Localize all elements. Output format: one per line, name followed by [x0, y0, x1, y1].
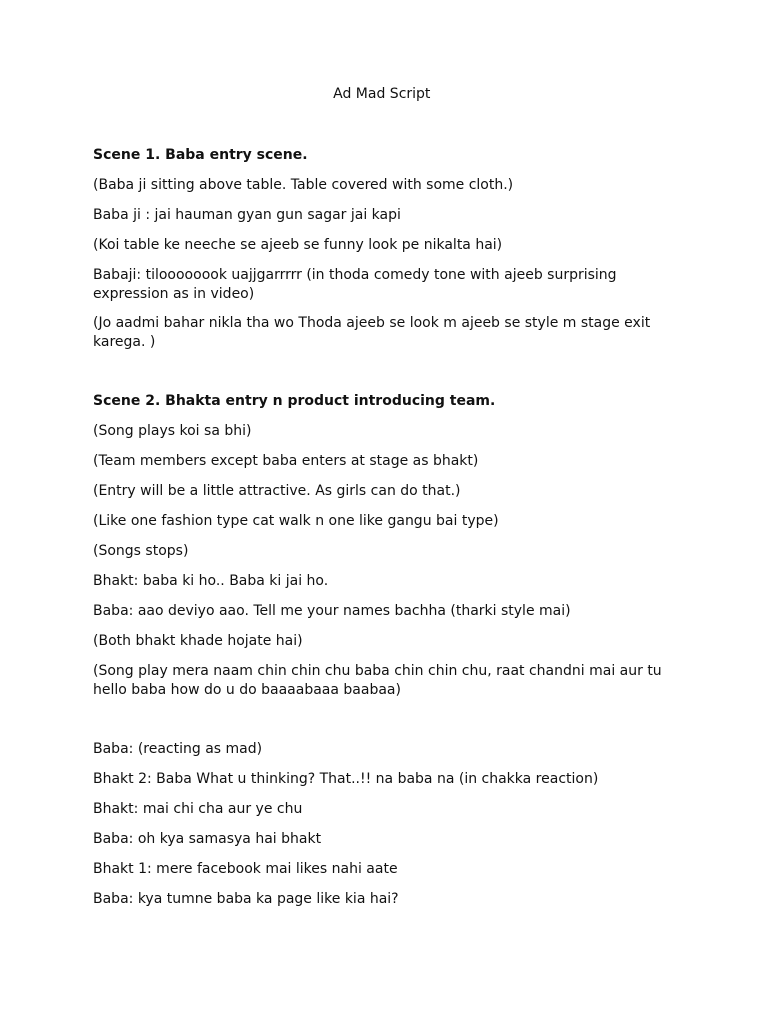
script-line: (Songs stops): [93, 543, 189, 559]
script-line: (Song play mera naam chin chin chu baba chin chin chu, raat chandni mai aur tu hello baba how do u do baaaabaaa baabaa): [93, 663, 662, 698]
document-title: [0, 86, 768, 102]
script-line: Babaji: tiloooooook uajjgarrrrr (in thoda comedy tone with ajeeb surprising expression as in video): [93, 267, 617, 302]
scene-1-heading: Scene 1. Baba entry scene.: [93, 147, 308, 163]
script-line: (Baba ji sitting above table. Table covered with some cloth.): [93, 177, 514, 193]
script-line: (Koi table ke neeche se ajeeb se funny look pe nikalta hai): [93, 237, 503, 253]
script-line: Baba: oh kya samasya hai bhakt: [93, 831, 322, 847]
script-line: Bhakt: baba ki ho.. Baba ki jai ho.: [93, 573, 329, 589]
script-line: (Entry will be a little attractive. As girls can do that.): [93, 483, 461, 499]
scene-2-heading: Scene 2. Bhakta entry n product introducing team.: [93, 393, 496, 409]
script-line: Baba ji : jai hauman gyan gun sagar jai kapi: [93, 207, 401, 223]
script-line: (Both bhakt khade hojate hai): [93, 633, 303, 649]
script-line: (Song plays koi sa bhi): [93, 423, 252, 439]
document-title-text: Ad Mad Script: [333, 86, 435, 102]
script-line: (Team members except baba enters at stage as bhakt): [93, 453, 479, 469]
script-line: (Jo aadmi bahar nikla tha wo Thoda ajeeb se look m ajeeb se style m stage exit karega. ): [93, 315, 651, 350]
script-line: Baba: (reacting as mad): [93, 741, 263, 757]
script-line: Bhakt: mai chi cha aur ye chu: [93, 801, 303, 817]
script-line: (Like one fashion type cat walk n one like gangu bai type): [93, 513, 499, 529]
script-line: Baba: aao deviyo aao. Tell me your names bachha (tharki style mai): [93, 603, 571, 619]
script-line: Bhakt 1: mere facebook mai likes nahi aate: [93, 861, 398, 877]
script-line: Baba: kya tumne baba ka page like kia hai?: [93, 891, 399, 907]
script-line: Bhakt 2: Baba What u thinking? That..!! na baba na (in chakka reaction): [93, 771, 599, 787]
